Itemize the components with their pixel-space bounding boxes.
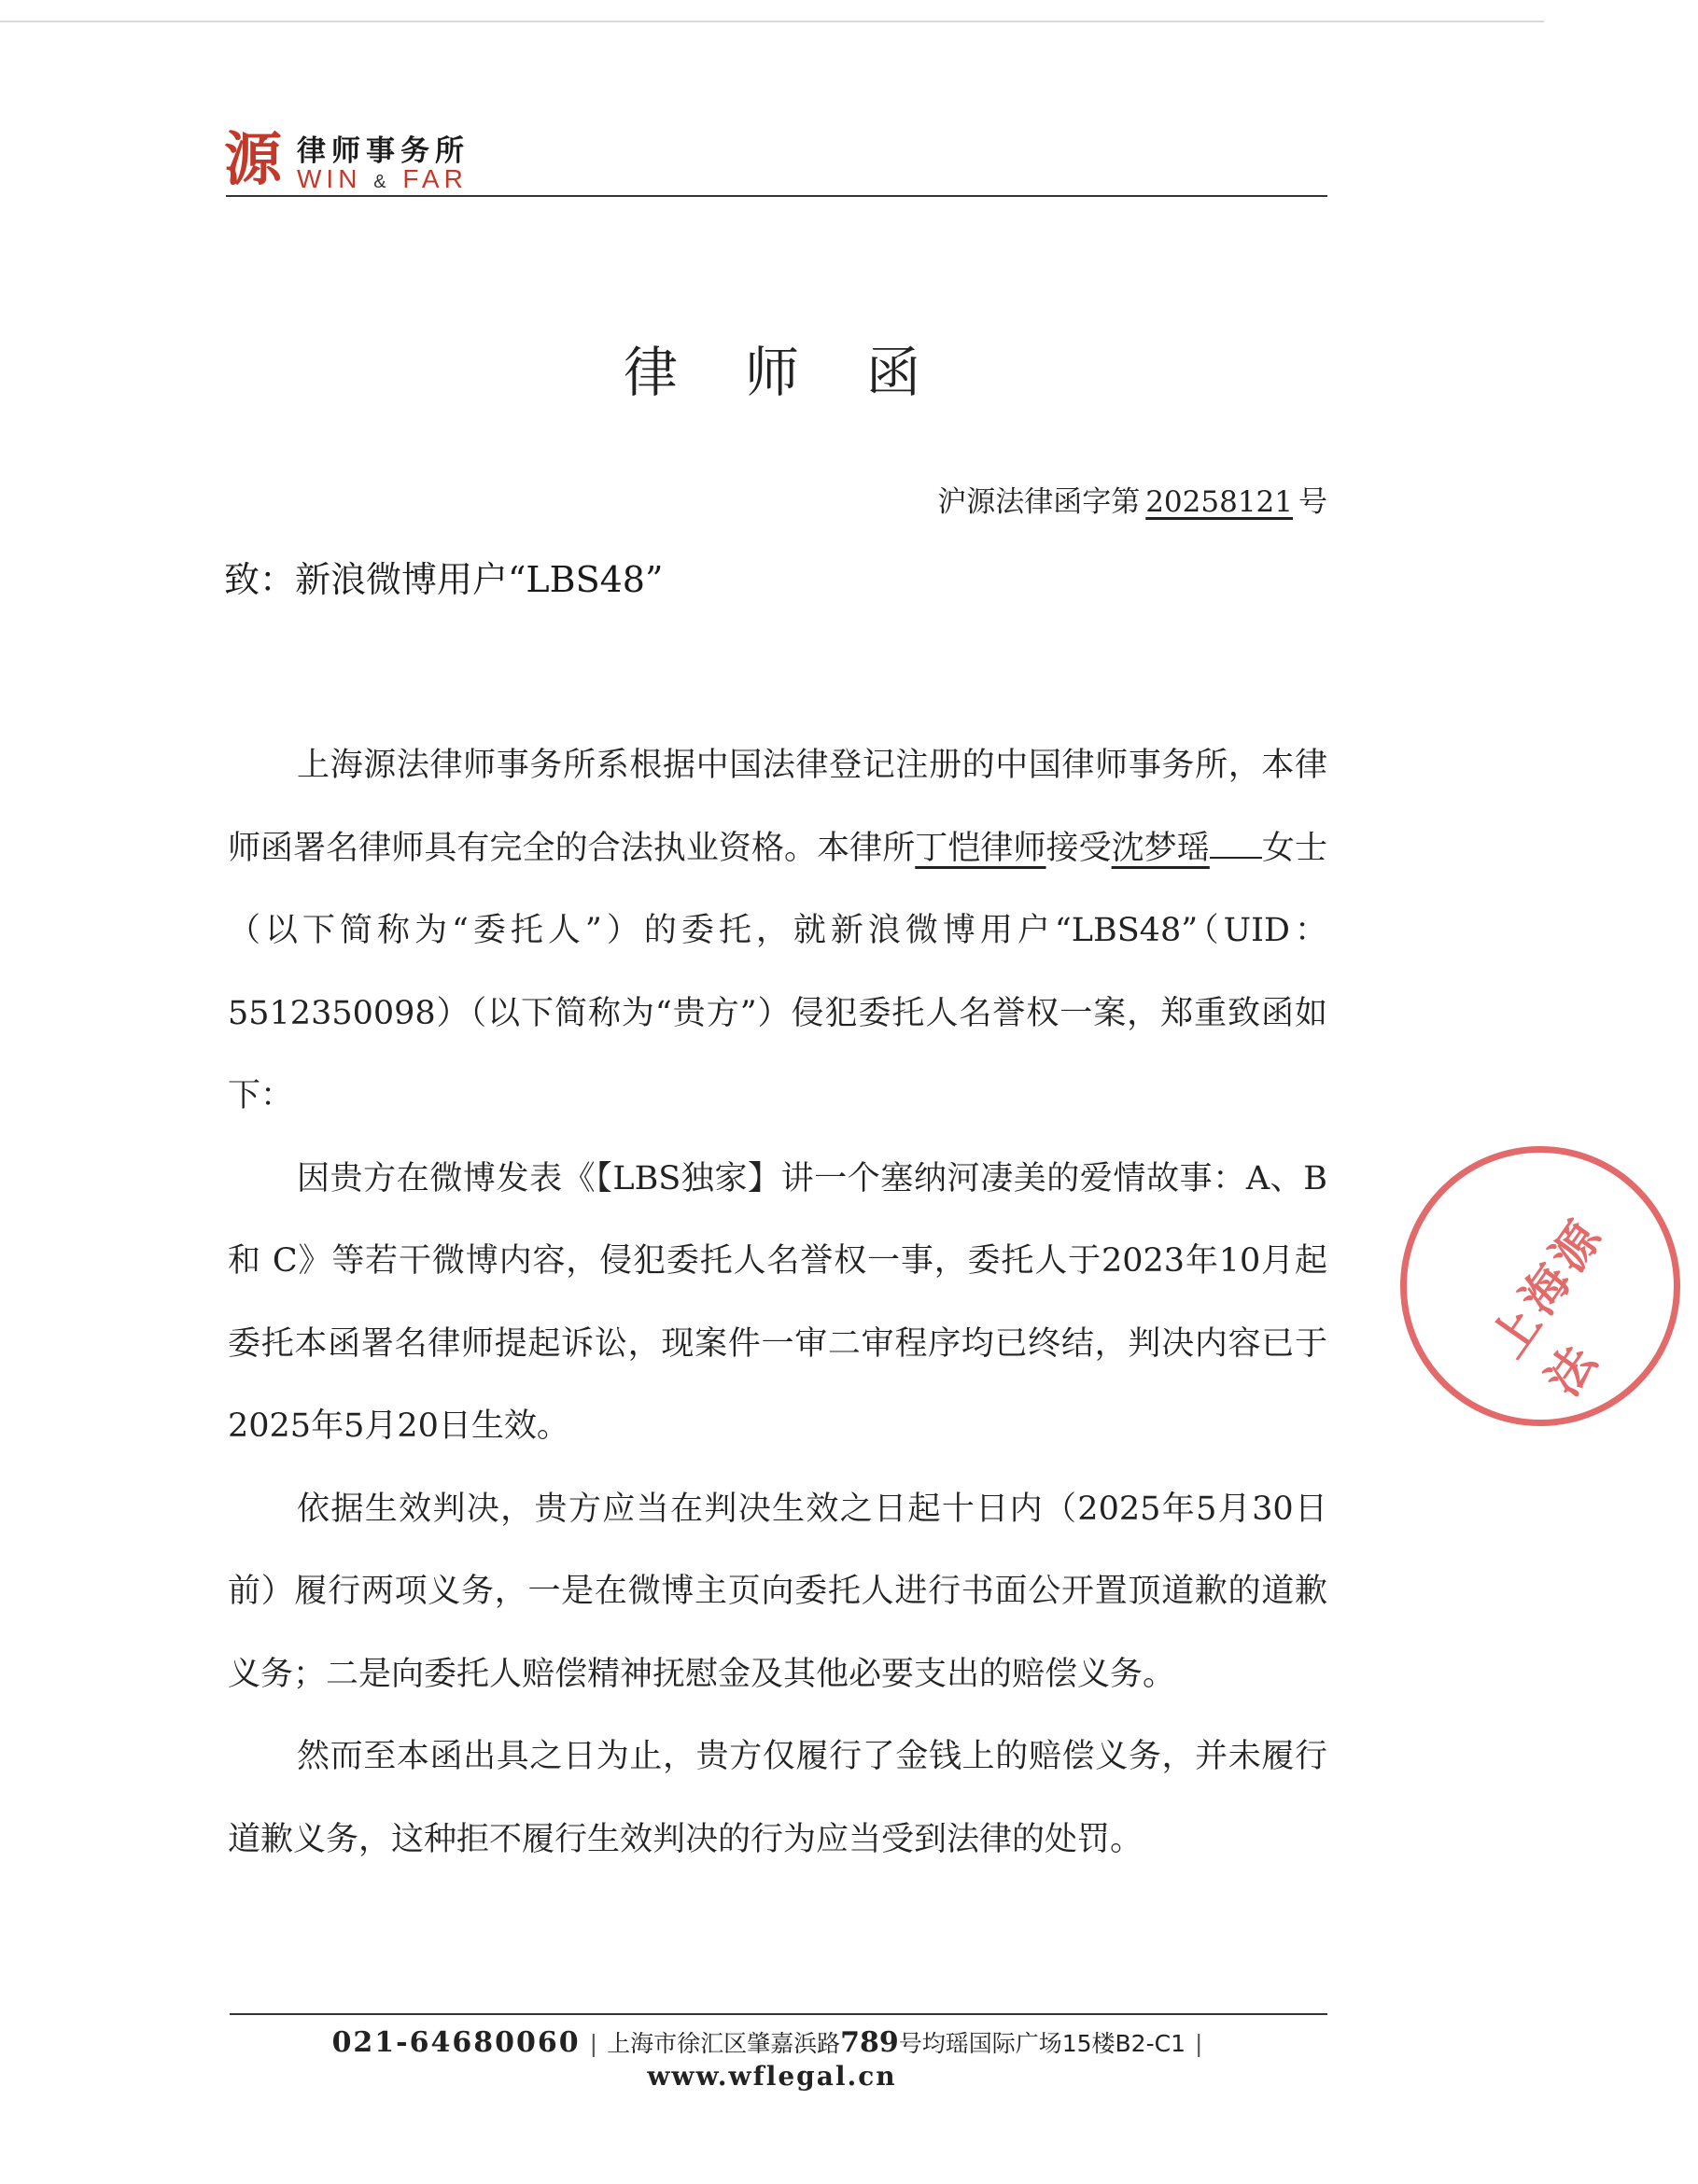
document-title: 律师函: [623, 341, 988, 404]
firm-name-cn: 律师事务所: [297, 134, 470, 168]
intro-text-c: 女士（以下简称为“委托人”）的委托，就新浪微博用户“LBS48”（UID：5512350098）（以下简称为“贵方”）侵犯委托人名誉权一案，郑重致函如下：: [228, 829, 1327, 1114]
footer-address-b: 号均瑶国际广场15楼B2-C1: [898, 2030, 1186, 2057]
footer-address-a: 上海市徐汇区肇嘉浜路: [607, 2030, 841, 2057]
paragraph-intro: [228, 724, 1327, 1138]
footer-separator-1: |: [589, 2030, 598, 2057]
seal-text: 上海源法: [1480, 1207, 1615, 1406]
lawyer-name: 丁恺律师: [915, 829, 1046, 867]
header-divider: [226, 195, 1327, 197]
reference-suffix: 号: [1298, 485, 1327, 519]
paragraph-judgment: 依据生效判决，贵方应当在判决生效之日起十日内（2025年5月30日前）履行两项义务，一是在微博主页向委托人进行书面公开置顶道歉的道歉义务；二是向委托人赔偿精神抚慰金及其他必要支出的赔偿义务。: [228, 1490, 1327, 1693]
firm-logo-icon: 源: [224, 125, 283, 193]
footer-address-number: 789: [840, 2026, 899, 2059]
reference-prefix: 沪源法律函字第: [937, 485, 1141, 519]
paragraph-background: 因贵方在微博发表《【LBS独家】讲一个塞纳河凄美的爱情故事：A、B 和 C》等若干微博内容，侵犯委托人名誉权一事，委托人于2023年10月起委托本函署名律师提起诉讼，现案件一审二审程序均已终结，判决内容已于2025年5月20日生效。: [228, 1159, 1327, 1445]
firm-name-en-win: WIN: [297, 164, 362, 193]
reference-number: [937, 478, 1327, 520]
intro-text-a: 上海源法律师事务所系根据中国法律登记注册的中国律师事务所，本律师函署名律师具有完全的合法执业资格。本律所: [228, 747, 1327, 867]
intro-text-b: 接受: [1045, 829, 1112, 867]
footer-separator-2: |: [1194, 2030, 1203, 2057]
client-name-underline: [1210, 829, 1262, 859]
footer-website: www.wflegal.cn: [647, 2061, 897, 2092]
paragraph-noncompliance: 然而至本函出具之日为止，贵方仅履行了金钱上的赔偿义务，并未履行道歉义务，这种拒不履行生效判决的行为应当受到法律的处罚。: [228, 1738, 1327, 1858]
scan-edge-line: [0, 21, 1544, 22]
reference-code: 20258121: [1145, 485, 1293, 519]
footer-divider: [230, 2013, 1327, 2015]
firm-name-en-amp: &: [373, 172, 391, 192]
addressee-line: 致：新浪微博用户“LBS48”: [224, 559, 664, 600]
firm-name-en: [297, 164, 468, 194]
client-name: 沈梦瑶: [1111, 829, 1210, 867]
official-seal-stamp: [1400, 1146, 1680, 1426]
letter-body: [228, 724, 1327, 1881]
footer-phone: 021-64680060: [331, 2026, 581, 2059]
footer-contact: [0, 2025, 1544, 2059]
firm-name-en-far: FAR: [402, 164, 468, 193]
